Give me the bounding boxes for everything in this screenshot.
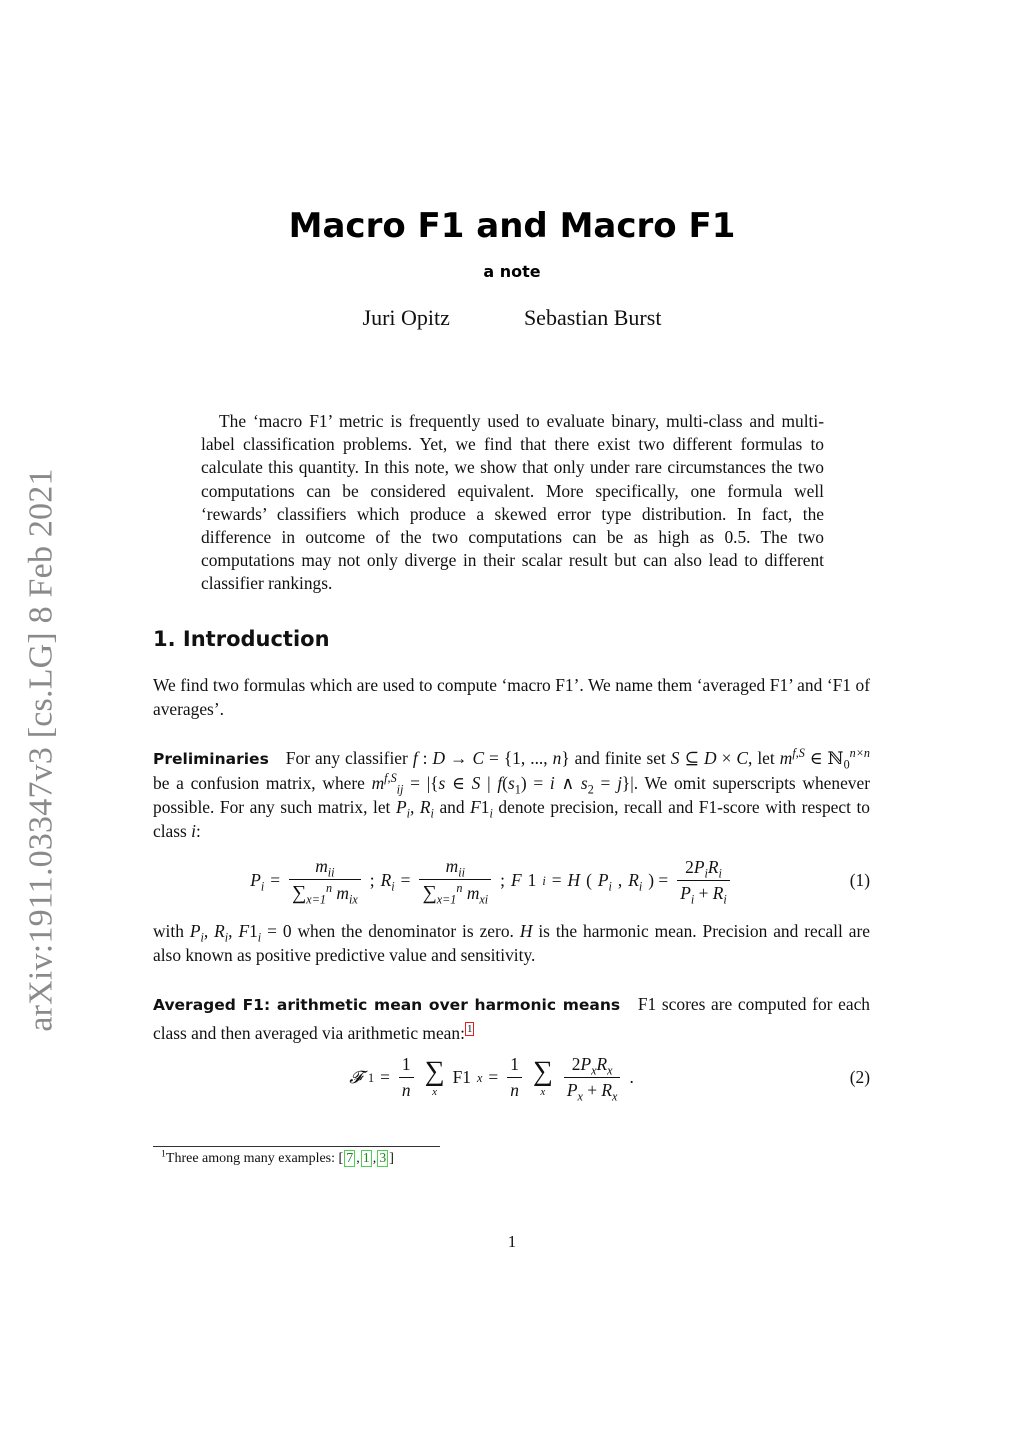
math-inline: $m^{f,S}_{ij}$ (371, 771, 404, 797)
fraction: $\frac{2P_iR_i}{P_i + R_i}$ (677, 857, 730, 904)
section-number: 1. (153, 627, 176, 651)
footnote-marker: 1 (161, 1148, 166, 1160)
preliminaries-paragraph: Preliminaries For any classifier f : D → C = {1, ..., n} and finite set S ⊆ D × C, let $m^{f,S}$ ∈ ℕ$_0^{n\times n}$ be a confusion matrix, where $m^{f,S}_{ij} = |\{s$ ∈ S | $f(s_1) = i$ ∧ $s_2 = j\}|$. We omit superscripts whenever possible. For any such matrix, let $P_i$, $R_i$ and $F1_i$ denote precision, recall and F1-score with respect to class i: (153, 746, 871, 841)
author-list (0, 305, 1024, 331)
math-inline: F (470, 797, 481, 817)
author-name: Sebastian Burst (523, 305, 662, 330)
section-title: Introduction (182, 627, 330, 651)
intro-paragraph: We find two formulas which are used to compute ‘macro F1’. We name them ‘averaged F1’ and ‘F1 of averages’. (153, 675, 870, 719)
averaged-f1-paragraph: Averaged F1: arithmetic mean over harmonic means F1 scores are computed for each class and then averaged via arithmetic mean: $^1$ (153, 994, 870, 1043)
fraction: $\frac{2P_xR_x}{P_x + R_x}$ (564, 1054, 621, 1101)
fraction: $\frac{m_{ii}}{\sum_{x=1}^n m_{ix}}$ (289, 856, 361, 905)
preliminaries-heading: Preliminaries (153, 750, 269, 768)
fraction: $\frac{1}{n}$ (399, 1054, 414, 1101)
math-inline: $P_i$, $R_i$, F (189, 921, 250, 945)
equation-number: (2) (849, 1067, 870, 1087)
arxiv-stamp (12, 460, 72, 1040)
equation-1 (153, 856, 870, 905)
equation-number: (1) (849, 870, 870, 890)
citation-link[interactable]: 3 (379, 1151, 387, 1166)
equation-body: $P_i$ = $\frac{m_{ii}}{\sum_{x=1}^n m_{ix}}$ ; $R_i$ = $\frac{m_{ii}}{\sum_{x=1}^n m_{xi}}$ ; F 1 i = H ( $P_i$ , $R_i$ ) = $\frac{2P_iR_i}{P_i + R_i}$ (153, 856, 830, 905)
paper-subtitle: a note (483, 262, 541, 281)
citation-link[interactable]: 7 (346, 1151, 354, 1166)
fraction: $\frac{1}{n}$ (507, 1054, 522, 1101)
footnote-link[interactable]: 1 (466, 1023, 473, 1035)
summation: ∑ x (424, 1055, 445, 1098)
math-inline: f (412, 748, 418, 768)
page-number: 1 (507, 1232, 517, 1251)
equation-2 (153, 1054, 870, 1104)
equation-body: 𝓕 1 = $\frac{1}{n}$ ∑ x F1 x = $\frac{1}{n}$ ∑ x $\frac{2P_xR_x}{P_x + R_x}$ . (349, 1054, 634, 1104)
eq1-followup-paragraph: with $P_i$, $R_i$, $F1_i = 0$ when the denominator is zero. H is the harmonic mean. Precision and recall are also known as positive predictive value and sensitivity. (153, 921, 871, 965)
math-inline: $P_i$, $R_i$ (395, 797, 434, 821)
section-heading (153, 627, 330, 651)
fraction: $\frac{m_{ii}}{\sum_{x=1}^n m_{xi}}$ (419, 856, 491, 905)
math-inline: $m^{f,S}$ (779, 746, 805, 768)
paper-title: Macro F1 and Macro F1 (288, 206, 736, 246)
math-inline: S (670, 748, 680, 768)
averaged-f1-heading: Averaged F1: arithmetic mean over harmonic means (153, 996, 621, 1014)
footnote-divider (153, 1146, 440, 1147)
footnote: $^1$Three among many examples: [ 7 , 1 , 3 ] (161, 1148, 394, 1166)
citation-link[interactable]: 1 (362, 1151, 370, 1166)
author-name: Juri Opitz (362, 305, 450, 330)
summation: ∑ x (532, 1055, 553, 1098)
arxiv-stamp-text: arXiv:1911.03347v3 [cs.LG] 8 Feb 2021 (23, 468, 61, 1032)
abstract: The ‘macro F1’ metric is frequently used to evaluate binary, multi-class and multi-label classification problems. Yet, we find that there exist two different formulas to calculate this quantity. In this note, we show that only under rare circumstances the two computations can be considered equivalent. More specifically, one formula well ‘rewards’ classifiers which produce a skewed error type distribution. In fact, the difference in outcome of the two computations can be as high as 0.5. The two computations may not only diverge in their scalar result but can also lead to different classifier rankings. (201, 411, 824, 594)
